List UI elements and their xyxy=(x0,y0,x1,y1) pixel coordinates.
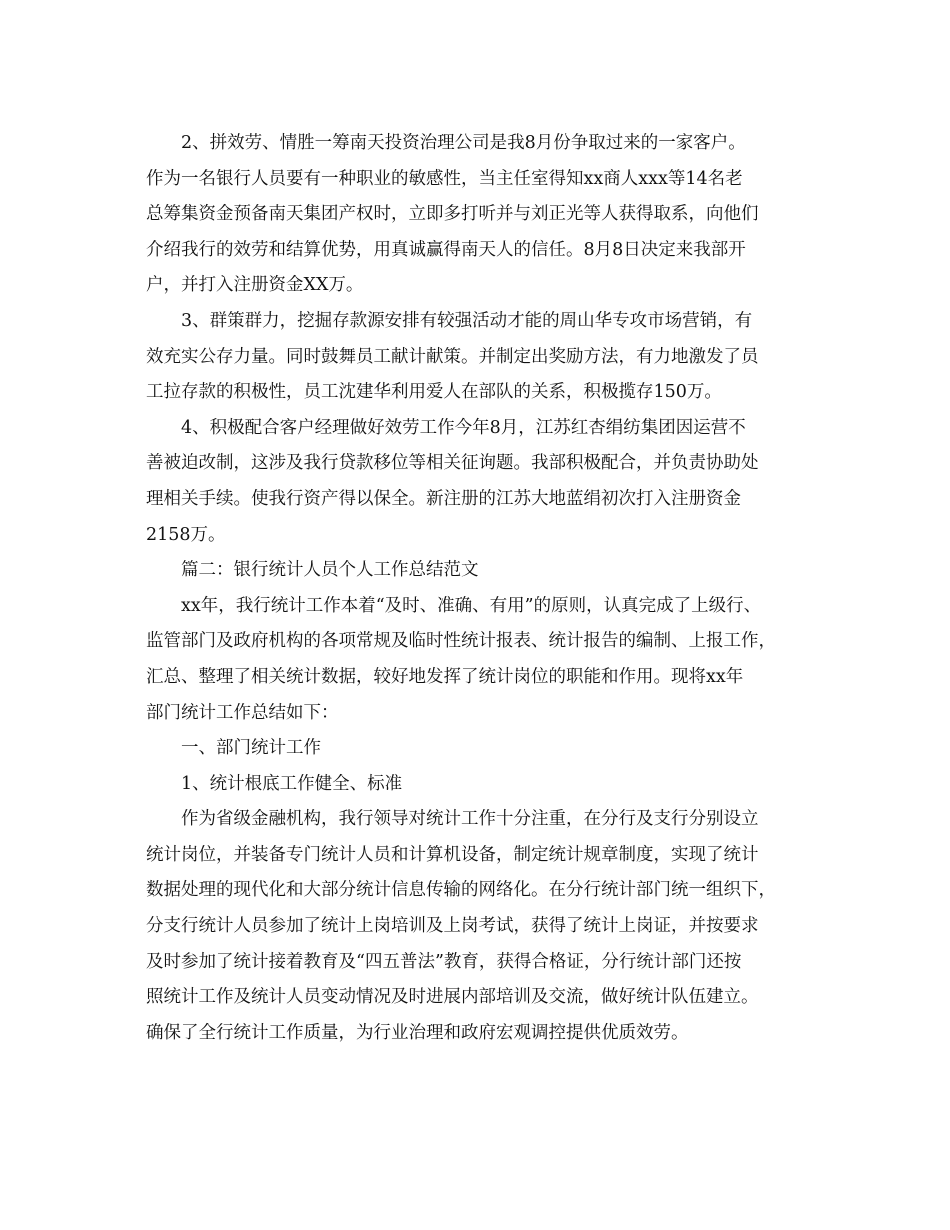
text-line: 理相关手续。使我行资产得以保全。新注册的江苏大地蓝绢初次打入注册资金 xyxy=(146,488,741,509)
text-line: 工拉存款的积极性，员工沈建华利用爱人在部队的关系，积极揽存150万。 xyxy=(146,382,722,403)
text-line: 效充实公存力量。同时鼓舞员工献计献策。并制定出奖励方法，有力地激发了员 xyxy=(146,346,759,367)
text-line: 照统计工作及统计人员变动情况及时进展内部培训及交流，做好统计队伍建立。 xyxy=(146,987,759,1008)
text-line: 户，并打入注册资金XX万。 xyxy=(146,275,364,296)
text-line: 作为省级金融机构，我行领导对统计工作十分注重，在分行及支行分别设立 xyxy=(181,809,759,830)
text-line: 3、群策群力，挖掘存款源安排有较强活动才能的周山华专攻市场营销，有 xyxy=(181,310,753,331)
text-line: 汇总、整理了相关统计数据，较好地发挥了统计岗位的职能和作用。现将xx年 xyxy=(146,666,744,687)
text-line: 总筹集资金预备南天集团产权时，立即多打听并与刘正光等人获得取系，向他们 xyxy=(146,204,759,225)
text-line: 1、统计根底工作健全、标准 xyxy=(181,773,403,794)
text-line: 2158万。 xyxy=(146,524,226,545)
text-line: 监管部门及政府机构的各项常规及临时性统计报表、统计报告的编制、上报工作， xyxy=(146,631,776,652)
text-line: 数据处理的现代化和大部分统计信息传输的网络化。在分行统计部门统一组织下， xyxy=(146,880,776,901)
text-line: xx年，我行统计工作本着“及时、准确、有用”的原则，认真完成了上级行、 xyxy=(181,595,762,616)
text-line: 介绍我行的效劳和结算优势，用真诚赢得南天人的信任。8月8日决定来我部开 xyxy=(146,239,746,260)
text-line: 善被迫改制，这涉及我行贷款移位等相关征询题。我部积极配合，并负责协助处 xyxy=(146,453,759,474)
text-line: 作为一名银行人员要有一种职业的敏感性，当主任室得知xx商人xxx等14名老 xyxy=(146,168,743,189)
text-line: 确保了全行统计工作质量，为行业治理和政府宏观调控提供优质效劳。 xyxy=(146,1022,689,1043)
text-line: 统计岗位，并装备专门统计人员和计算机设备，制定统计规章制度，实现了统计 xyxy=(146,844,759,865)
document-body xyxy=(146,126,816,1051)
text-line: 篇二：银行统计人员个人工作总结范文 xyxy=(181,560,479,581)
text-line: 一、部门统计工作 xyxy=(181,738,321,759)
text-line: 及时参加了统计接着教育及“四五普法”教育，获得合格证，分行统计部门还按 xyxy=(146,951,742,972)
text-line: 2、拼效劳、情胜一筹南天投资治理公司是我8月份争取过来的一家客户。 xyxy=(181,133,746,153)
text-line: 4、积极配合客户经理做好效劳工作今年8月，江苏红杏绢纺集团因运营不 xyxy=(181,417,746,438)
text-line: 分支行统计人员参加了统计上岗培训及上岗考试，获得了统计上岗证，并按要求 xyxy=(146,916,759,937)
text-line: 部门统计工作总结如下： xyxy=(146,702,339,723)
